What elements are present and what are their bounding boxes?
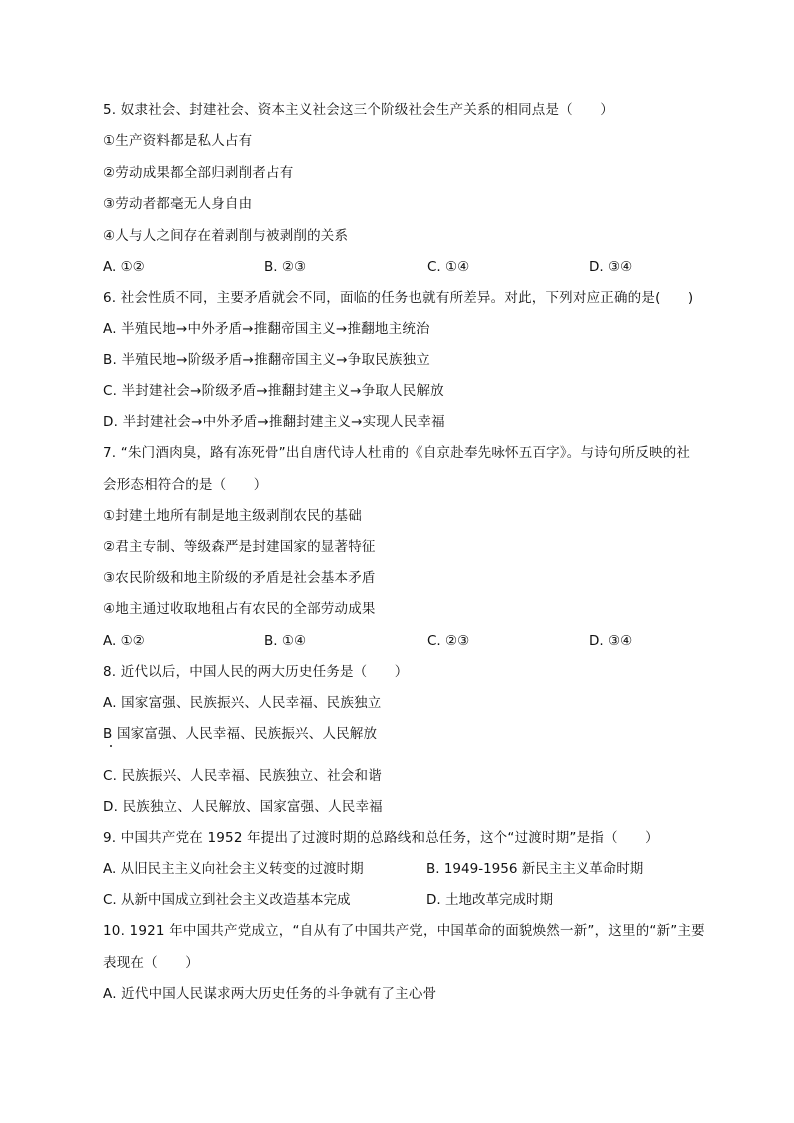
q8-option-a: A. 国家富强、民族振兴、人民幸福、民族独立: [103, 695, 382, 711]
q5-item-3: ③劳动者都毫无人身自由: [103, 196, 253, 212]
q8-stem: 8. 近代以后，中国人民的两大历史任务是（ ）: [103, 664, 409, 680]
q7-stem-line1: 7. “朱门酒肉臭，路有冻死骨”出自唐代诗人杜甫的《自京赴奉先咏怀五百字》。与诗句所反映的社: [103, 445, 691, 461]
q5-stem: 5. 奴隶社会、封建社会、资本主义社会这三个阶级社会生产关系的相同点是（ ）: [103, 102, 614, 118]
q5-option-c: C. ①④: [427, 259, 470, 275]
q6-option-b: B. 半殖民地→阶级矛盾→推翻帝国主义→争取民族独立: [103, 352, 430, 368]
q10-option-a: A. 近代中国人民谋求两大历史任务的斗争就有了主心骨: [103, 986, 437, 1002]
q9-option-a: A. 从旧民主主义向社会主义转变的过渡时期: [103, 861, 364, 877]
q6-stem: 6. 社会性质不同，主要矛盾就会不同，面临的任务也就有所差异。对此，下列对应正确的是( ): [103, 290, 694, 306]
q7-option-a: A. ①②: [103, 633, 145, 649]
q10-stem-line2: 表现在（ ）: [103, 955, 199, 971]
q8-option-d: D. 民族独立、人民解放、国家富强、人民幸福: [103, 799, 383, 815]
q5-item-2: ②劳动成果都全部归剥削者占有: [103, 165, 294, 181]
q6-option-a: A. 半殖民地→中外矛盾→推翻帝国主义→推翻地主统治: [103, 321, 430, 337]
q5-item-1: ①生产资料都是私人占有: [103, 133, 253, 149]
q7-item-3: ③农民阶级和地主阶级的矛盾是社会基本矛盾: [103, 570, 376, 586]
q9-option-c: C. 从新中国成立到社会主义改造基本完成: [103, 892, 351, 908]
q7-option-c: C. ②③: [427, 633, 470, 649]
q7-option-d: D. ③④: [589, 633, 633, 649]
q6-option-c: C. 半封建社会→阶级矛盾→推翻封建主义→争取人民解放: [103, 383, 444, 399]
q5-item-4: ④人与人之间存在着剥削与被剥削的关系: [103, 228, 349, 244]
q9-stem: 9. 中国共产党在 1952 年提出了过渡时期的总路线和总任务，这个“过渡时期”是指（ ）: [103, 830, 659, 846]
q9-option-d: D. 土地改革完成时期: [426, 892, 553, 908]
q5-option-a: A. ①②: [103, 259, 145, 275]
q7-item-2: ②君主专制、等级森严是封建国家的显著特征: [103, 539, 376, 555]
q7-stem-line2: 会形态相符合的是（ ）: [103, 477, 268, 493]
q5-option-d: D. ③④: [589, 259, 633, 275]
q10-stem-line1: 10. 1921 年中国共产党成立，“自从有了中国共产党，中国革命的面貌焕然一新”，这里的“新”主要: [103, 923, 705, 939]
q6-option-d: D. 半封建社会→中外矛盾→推翻封建主义→实现人民幸福: [103, 414, 445, 430]
q8-option-c: C. 民族振兴、人民幸福、民族独立、社会和谐: [103, 768, 382, 784]
q7-item-4: ④地主通过收取地租占有农民的全部劳动成果: [103, 601, 376, 617]
q8-option-b: B 国家富强、人民幸福、民族振兴、人民解放: [103, 726, 378, 742]
q7-option-b: B. ①④: [264, 633, 307, 649]
q9-option-b: B. 1949-1956 新民主主义革命时期: [426, 861, 644, 877]
stray-dot-mark: [110, 745, 112, 747]
q7-item-1: ①封建土地所有制是地主级剥削农民的基础: [103, 508, 362, 524]
q5-option-b: B. ②③: [264, 259, 307, 275]
